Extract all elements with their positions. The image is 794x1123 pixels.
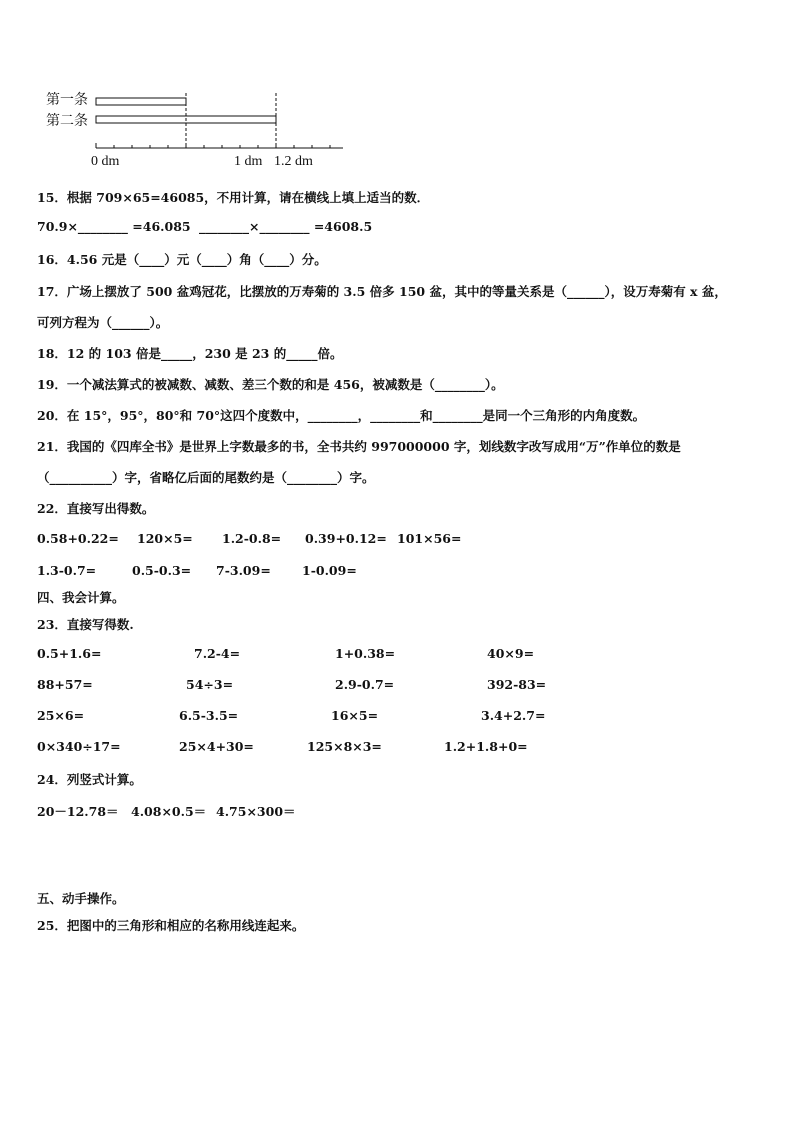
q19: 19．一个减法算式的被减数、减数、差三个数的和是 456，被减数是（________）。 [37, 377, 504, 392]
q25: 25．把图中的三角形和相应的名称用线连起来。 [37, 918, 305, 933]
q23-item: 25×4+30= [179, 739, 254, 754]
q15-blank-b: ________×________ =4608.5 [199, 219, 373, 234]
q22-item: 1.3-0.7= [37, 563, 97, 578]
q24-item: 4.75×300＝ [216, 804, 296, 819]
q23-item: 125×8×3= [307, 739, 382, 754]
q21-line1: 21．我国的《四库全书》是世界上字数最多的书，全书共约 997000000 字，划线数字改写成用“万”作单位的数是 [37, 439, 681, 454]
q17-line1: 17．广场上摆放了 500 盆鸡冠花，比摆放的万寿菊的 3.5 倍多 150 盆，其中的等量关系是（______），设万寿菊有 x 盆， [37, 284, 727, 299]
q22-item: 1-0.09= [302, 563, 357, 578]
tick-label-0: 0 dm [91, 154, 120, 169]
q23-item: 2.9-0.7= [335, 677, 395, 692]
q24-item: 20－12.78＝ [37, 804, 119, 819]
q22-prompt: 22．直接写出得数。 [37, 501, 155, 516]
q24-item: 4.08×0.5＝ [131, 804, 207, 819]
q23-item: 88+57= [37, 677, 93, 692]
section-4-heading: 四、我会计算。 [37, 590, 125, 605]
q22-item: 0.39+0.12= [305, 531, 387, 546]
q18: 18．12 的 103 倍是_____，230 是 23 的_____倍。 [37, 346, 343, 361]
row2-label: 第二条 [46, 114, 88, 129]
q23-item: 7.2-4= [194, 646, 241, 661]
q24-prompt: 24．列竖式计算。 [37, 772, 142, 787]
q22-item: 7-3.09= [216, 563, 271, 578]
q17-line2: 可列方程为（______）。 [37, 315, 169, 330]
q22-item: 1.2-0.8= [222, 531, 282, 546]
q23-item: 54÷3= [186, 677, 234, 692]
q15-prompt: 15．根据 709×65=46085，不用计算，请在横线上填上适当的数． [37, 190, 430, 205]
tick-marks [96, 143, 330, 148]
q23-item: 6.5-3.5= [179, 708, 239, 723]
strip-1 [96, 98, 186, 105]
q21-line2: （__________）字，省略亿后面的尾数约是（________）字。 [37, 470, 375, 485]
q23-item: 25×6= [37, 708, 85, 723]
q23-item: 1.2+1.8+0= [444, 739, 528, 754]
q23-item: 40×9= [487, 646, 535, 661]
q23-prompt: 23．直接写得数. [37, 617, 134, 632]
q23-item: 0.5+1.6= [37, 646, 102, 661]
q16: 16．4.56 元是（____）元（____）角（____）分。 [37, 252, 327, 267]
tick-label-1: 1 dm [234, 154, 263, 169]
q22-item: 0.5-0.3= [132, 563, 192, 578]
q23-item: 16×5= [331, 708, 379, 723]
q22-item: 101×56= [397, 531, 462, 546]
q20: 20．在 15°，95°，80°和 70°这四个度数中，________，________和________是同一个三角形的内角度数。 [37, 408, 646, 423]
q15-blank-a: 70.9×________ =46.085 [37, 219, 191, 234]
q23-item: 1+0.38= [335, 646, 396, 661]
tick-label-2: 1.2 dm [274, 154, 313, 169]
row1-label: 第一条 [46, 93, 88, 108]
q23-item: 0×340÷17= [37, 739, 121, 754]
q23-item: 3.4+2.7= [481, 708, 546, 723]
q23-item: 392-83= [487, 677, 547, 692]
q22-item: 120×5= [137, 531, 193, 546]
section-5-heading: 五、动手操作。 [37, 891, 125, 906]
q22-item: 0.58+0.22= [37, 531, 119, 546]
strip-diagram [0, 0, 794, 180]
